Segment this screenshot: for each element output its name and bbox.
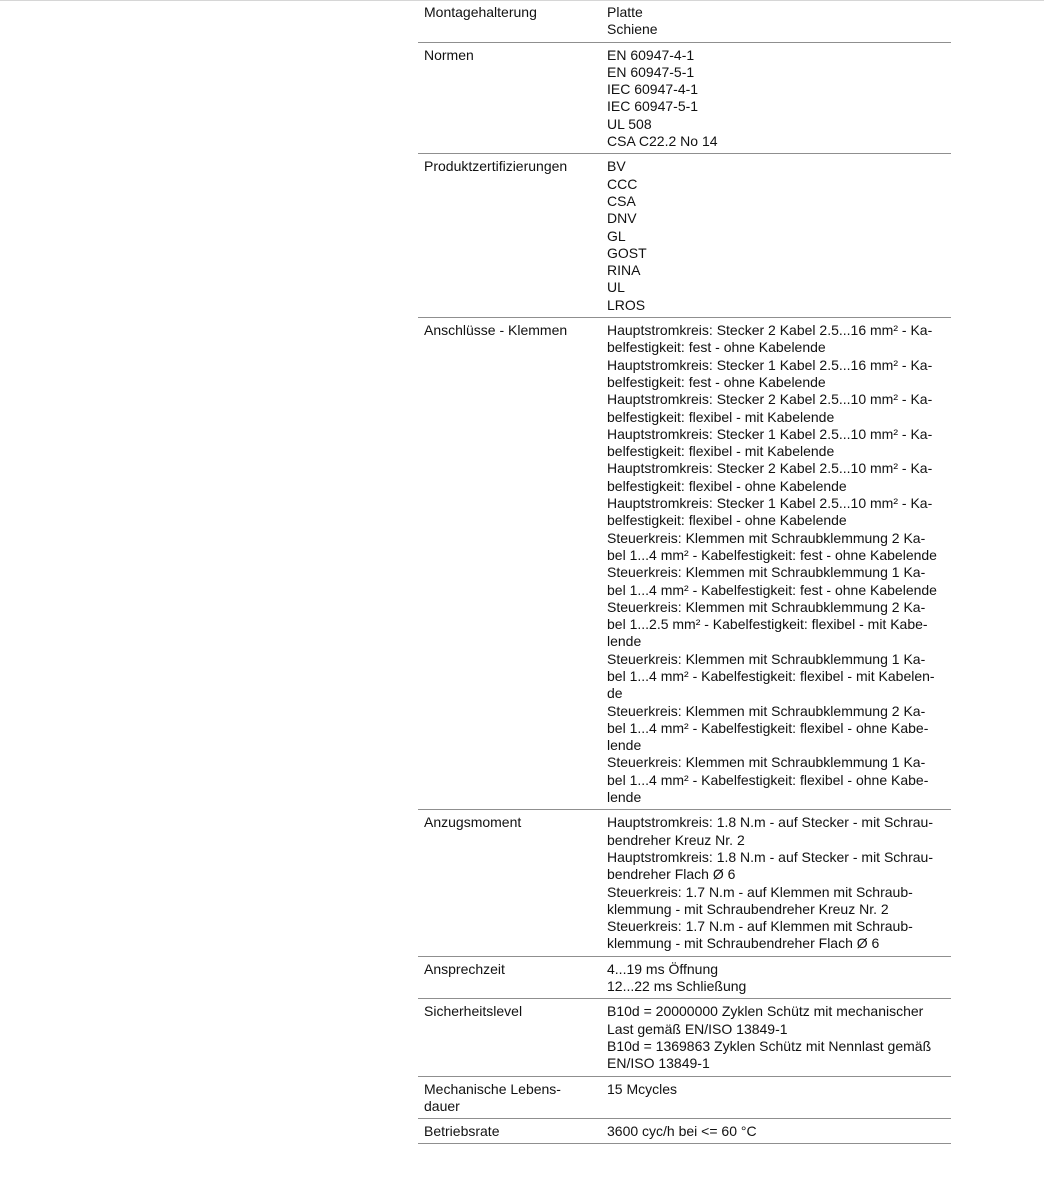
spec-label — [418, 4, 607, 39]
spec-value-line: IEC 60947-4-1 — [607, 81, 699, 98]
spec-value-line: GOST — [607, 244, 647, 261]
spec-label-line: Anschlüsse - Klemmen — [424, 322, 568, 339]
spec-value-line: belfestigkeit: flexibel - ohne Kabelende — [607, 512, 847, 529]
spec-value-line: bel 1...4 mm² - Kabelfestigkeit: flexibel - ohne Kabe- — [607, 719, 929, 736]
spec-row — [418, 0, 951, 43]
spec-value-line: klemmung - mit Schraubendreher Flach Ø 6 — [607, 935, 880, 952]
spec-value-line: 3600 cyc/h bei <= 60 °C — [607, 1123, 757, 1140]
spec-values — [607, 4, 951, 39]
spec-values — [607, 961, 951, 996]
spec-value-line: bel 1...2.5 mm² - Kabelfestigkeit: flexibel - mit Kabe- — [607, 616, 928, 633]
spec-label — [418, 322, 607, 806]
spec-value-line: 12...22 ms Schließung — [607, 978, 747, 995]
spec-label-line: Produktzertifizierungen — [424, 158, 568, 175]
spec-value-line: de — [607, 685, 623, 702]
spec-values — [607, 1081, 951, 1116]
spec-value-line: Steuerkreis: 1.7 N.m - auf Klemmen mit Schraub- — [607, 883, 913, 900]
spec-value-line: Steuerkreis: Klemmen mit Schraubklemmung 1 Ka- — [607, 650, 926, 667]
spec-value-line: belfestigkeit: fest - ohne Kabelende — [607, 339, 826, 356]
spec-row — [418, 957, 951, 1000]
spec-row — [418, 1119, 951, 1144]
spec-value-line: 15 Mcycles — [607, 1080, 678, 1097]
spec-values — [607, 47, 951, 151]
spec-value-line: bel 1...4 mm² - Kabelfestigkeit: fest - ohne Kabelende — [607, 581, 937, 598]
spec-value-line: bel 1...4 mm² - Kabelfestigkeit: flexibel - ohne Kabe- — [607, 771, 929, 788]
spec-value-line: klemmung - mit Schraubendreher Kreuz Nr. 2 — [607, 900, 889, 917]
spec-value-line: CSA — [607, 192, 636, 209]
spec-value-line: GL — [607, 227, 626, 244]
spec-value-line: DNV — [607, 210, 637, 227]
spec-value-line: Last gemäß EN/ISO 13849-1 — [607, 1020, 788, 1037]
spec-value-line: Hauptstromkreis: Stecker 1 Kabel 2.5...10 mm² - Ka- — [607, 425, 933, 442]
spec-value-line: Hauptstromkreis: Stecker 1 Kabel 2.5...16 mm² - Ka- — [607, 356, 933, 373]
spec-value-line: bel 1...4 mm² - Kabelfestigkeit: fest - ohne Kabelende — [607, 546, 937, 563]
spec-value-line: belfestigkeit: flexibel - ohne Kabelende — [607, 477, 847, 494]
spec-value-line: BV — [607, 158, 626, 175]
spec-label — [418, 47, 607, 151]
spec-label — [418, 961, 607, 996]
spec-value-line: Schiene — [607, 21, 658, 38]
spec-value-line: Hauptstromkreis: 1.8 N.m - auf Stecker - mit Schrau- — [607, 848, 933, 865]
spec-value-line: Steuerkreis: Klemmen mit Schraubklemmung 2 Ka- — [607, 702, 926, 719]
spec-value-line: CCC — [607, 175, 638, 192]
spec-value-line: bel 1...4 mm² - Kabelfestigkeit: flexibel - mit Kabelen- — [607, 667, 935, 684]
spec-value-line: Steuerkreis: Klemmen mit Schraubklemmung 1 Ka- — [607, 754, 926, 771]
spec-values — [607, 322, 951, 806]
spec-value-line: Steuerkreis: 1.7 N.m - auf Klemmen mit Schraub- — [607, 918, 913, 935]
spec-value-line: EN 60947-5-1 — [607, 63, 695, 80]
spec-value-line: Steuerkreis: Klemmen mit Schraubklemmung 2 Ka- — [607, 529, 926, 546]
spec-value-line: Hauptstromkreis: Stecker 2 Kabel 2.5...10 mm² - Ka- — [607, 391, 933, 408]
spec-label-line: Mechanische Lebens- — [424, 1080, 561, 1097]
spec-label — [418, 814, 607, 952]
spec-table — [418, 0, 951, 1144]
spec-values — [607, 1003, 951, 1072]
spec-row — [418, 999, 951, 1076]
spec-value-line: 4...19 ms Öffnung — [607, 960, 719, 977]
spec-row — [418, 318, 951, 810]
spec-value-line: belfestigkeit: flexibel - mit Kabelende — [607, 408, 835, 425]
spec-value-line: Hauptstromkreis: 1.8 N.m - auf Stecker - mit Schrau- — [607, 814, 933, 831]
spec-values — [607, 814, 951, 952]
spec-row — [418, 43, 951, 155]
spec-label-line: Montagehalterung — [424, 4, 537, 20]
spec-value-line: B10d = 20000000 Zyklen Schütz mit mechanischer — [607, 1003, 924, 1020]
spec-label-line: Betriebsrate — [424, 1123, 500, 1140]
spec-value-line: IEC 60947-5-1 — [607, 98, 699, 115]
spec-row — [418, 1077, 951, 1120]
spec-value-line: Hauptstromkreis: Stecker 2 Kabel 2.5...16 mm² - Ka- — [607, 322, 933, 339]
spec-label — [418, 158, 607, 314]
spec-value-line: UL 508 — [607, 115, 652, 132]
spec-value-line: CSA C22.2 No 14 — [607, 133, 718, 150]
spec-label — [418, 1003, 607, 1072]
spec-value-line: lende — [607, 737, 642, 754]
spec-label-line: Anzugsmoment — [424, 814, 522, 831]
spec-value-line: Steuerkreis: Klemmen mit Schraubklemmung 2 Ka- — [607, 598, 926, 615]
spec-value-line: RINA — [607, 262, 641, 279]
spec-label-line: dauer — [424, 1097, 460, 1114]
spec-values — [607, 1123, 951, 1140]
spec-value-line: belfestigkeit: flexibel - mit Kabelende — [607, 443, 835, 460]
spec-row — [418, 810, 951, 956]
spec-values — [607, 158, 951, 314]
spec-label — [418, 1081, 607, 1116]
spec-label-line: Sicherheitslevel — [424, 1003, 523, 1020]
spec-value-line: LROS — [607, 296, 646, 313]
spec-value-line: Hauptstromkreis: Stecker 2 Kabel 2.5...10 mm² - Ka- — [607, 460, 933, 477]
spec-value-line: Hauptstromkreis: Stecker 1 Kabel 2.5...10 mm² - Ka- — [607, 495, 933, 512]
spec-value-line: Platte — [607, 4, 643, 20]
spec-value-line: lende — [607, 789, 642, 806]
spec-label-line: Ansprechzeit — [424, 960, 505, 977]
spec-value-line: bendreher Kreuz Nr. 2 — [607, 831, 745, 848]
spec-value-line: lende — [607, 633, 642, 650]
spec-value-line: B10d = 1369863 Zyklen Schütz mit Nennlast gemäß — [607, 1037, 932, 1054]
spec-value-line: EN/ISO 13849-1 — [607, 1055, 710, 1072]
spec-label-line: Normen — [424, 46, 474, 63]
spec-label — [418, 1123, 607, 1140]
spec-value-line: belfestigkeit: fest - ohne Kabelende — [607, 373, 826, 390]
spec-value-line: bendreher Flach Ø 6 — [607, 866, 736, 883]
spec-value-line: Steuerkreis: Klemmen mit Schraubklemmung 1 Ka- — [607, 564, 926, 581]
spec-value-line: EN 60947-4-1 — [607, 46, 695, 63]
spec-row — [418, 154, 951, 318]
spec-value-line: UL — [607, 279, 625, 296]
